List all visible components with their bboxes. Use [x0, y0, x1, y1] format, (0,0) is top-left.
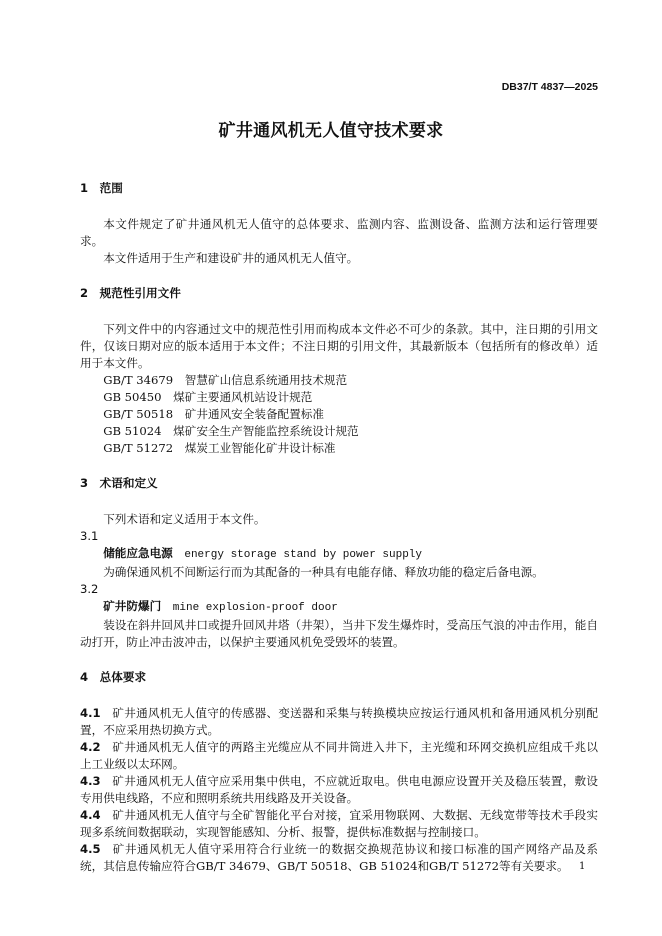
reference-item: [80, 440, 598, 457]
clause-number: 4.1: [80, 705, 101, 720]
clause: [80, 841, 598, 875]
clause: [80, 773, 598, 807]
paragraph: 下列术语和定义适用于本文件。: [103, 511, 266, 526]
term-english: energy storage stand by power supply: [184, 548, 422, 561]
reference-code: GB/T 34679: [103, 372, 174, 387]
term-english: mine explosion-proof door: [172, 601, 338, 614]
clause: [80, 739, 598, 773]
document-body: [80, 180, 598, 875]
clause-text: 矿井通风机无人值守的传感器、变送器和采集与转换模块应按运行通风机和备用通风机分别配置，不应采用热切换方式。: [80, 705, 598, 737]
section-number: 1: [80, 180, 89, 195]
term-entry: [80, 528, 598, 581]
paragraph: 本文件规定了矿井通风机无人值守的总体要求、监测内容、监测设备、监测方法和运行管理要求。: [80, 216, 598, 248]
clause-text: 矿井通风机无人值守应采用集中供电，不应就近取电。供电电源应设置开关及稳压装置，敷设专用供电线路，不应和照明系统共用线路及开关设备。: [80, 773, 598, 805]
reference-item: [80, 389, 598, 406]
clause: [80, 807, 598, 841]
clause-text: 矿井通风机无人值守与全矿智能化平台对接，宜采用物联网、大数据、无线宽带等技术手段实现多系统间数据联动，实现智能感知、分析、报警，提供标准数据与控制接口。: [80, 807, 598, 839]
clause: [80, 705, 598, 739]
clause-number: 4.2: [80, 739, 101, 754]
reference-item: [80, 406, 598, 423]
document-title: 矿井通风机无人值守技术要求: [218, 121, 444, 141]
term-number: 3.2: [80, 581, 99, 596]
section-number: 2: [80, 285, 89, 300]
term-chinese: 矿井防爆门: [103, 598, 162, 613]
clause-number: 4.3: [80, 773, 101, 788]
reference-list: [80, 372, 598, 457]
section-title: 范围: [99, 180, 123, 195]
section-number: 3: [80, 475, 89, 490]
reference-name: 煤矿安全生产智能监控系统设计规范: [173, 423, 359, 438]
reference-code: GB 51024: [103, 423, 162, 438]
section-heading-references: [80, 285, 598, 302]
paragraph: 下列文件中的内容通过文中的规范性引用而构成本文件必不可少的条款。其中，注日期的引用文件，仅该日期对应的版本适用于本文件；不注日期的引用文件，其最新版本（包括所有的修改单）适用于本文件。: [80, 321, 598, 370]
reference-item: [80, 372, 598, 389]
reference-name: 煤矿主要通风机站设计规范: [173, 389, 313, 404]
term-definition: 装设在斜井回风井口或提升回风井塔（井架），当井下发生爆炸时，受高压气浪的冲击作用，能自动打开，防止冲击波冲击，以保护主要通风机免受毁坏的装置。: [80, 617, 598, 649]
section-heading-general: [80, 669, 598, 686]
term-entry: [80, 581, 598, 651]
reference-item: [80, 423, 598, 440]
clause-number: 4.4: [80, 807, 101, 822]
term-chinese: 储能应急电源: [103, 545, 173, 560]
paragraph: 本文件适用于生产和建设矿井的通风机无人值守。: [103, 250, 359, 265]
section-title: 总体要求: [99, 669, 147, 684]
term-number: 3.1: [80, 528, 99, 543]
reference-name: 智慧矿山信息系统通用技术规范: [184, 372, 348, 387]
reference-code: GB/T 50518: [103, 406, 174, 421]
section-heading-scope: [80, 180, 598, 197]
page-number: 1: [579, 861, 586, 872]
term-line: [80, 545, 598, 564]
section-number: 4: [80, 669, 89, 684]
term-definition: 为确保通风机不间断运行而为其配备的一种具有电能存储、释放功能的稳定后备电源。: [103, 564, 544, 579]
reference-name: 矿井通风安全装备配置标准: [184, 406, 324, 421]
clause-text: 矿井通风机无人值守的两路主光缆应从不同井筒进入井下，主光缆和环网交换机应组成千兆以上工业级以太环网。: [80, 739, 598, 771]
section-title: 术语和定义: [99, 475, 158, 490]
document-number: DB37/T 4837—2025: [501, 81, 598, 93]
term-line: [80, 598, 598, 617]
clause-number: 4.5: [80, 841, 101, 856]
reference-code: GB/T 51272: [103, 440, 174, 455]
section-title: 规范性引用文件: [99, 285, 181, 300]
reference-code: GB 50450: [103, 389, 162, 404]
clause-text: 矿井通风机无人值守采用符合行业统一的数据交换规范协议和接口标准的国产网络产品及系统，其信息传输应符合GB/T 34679、GB/T 50518、GB 51024和GB/T 51272等有关要求。: [80, 841, 598, 873]
section-heading-terms: [80, 475, 598, 492]
reference-name: 煤炭工业智能化矿井设计标准: [184, 440, 336, 455]
